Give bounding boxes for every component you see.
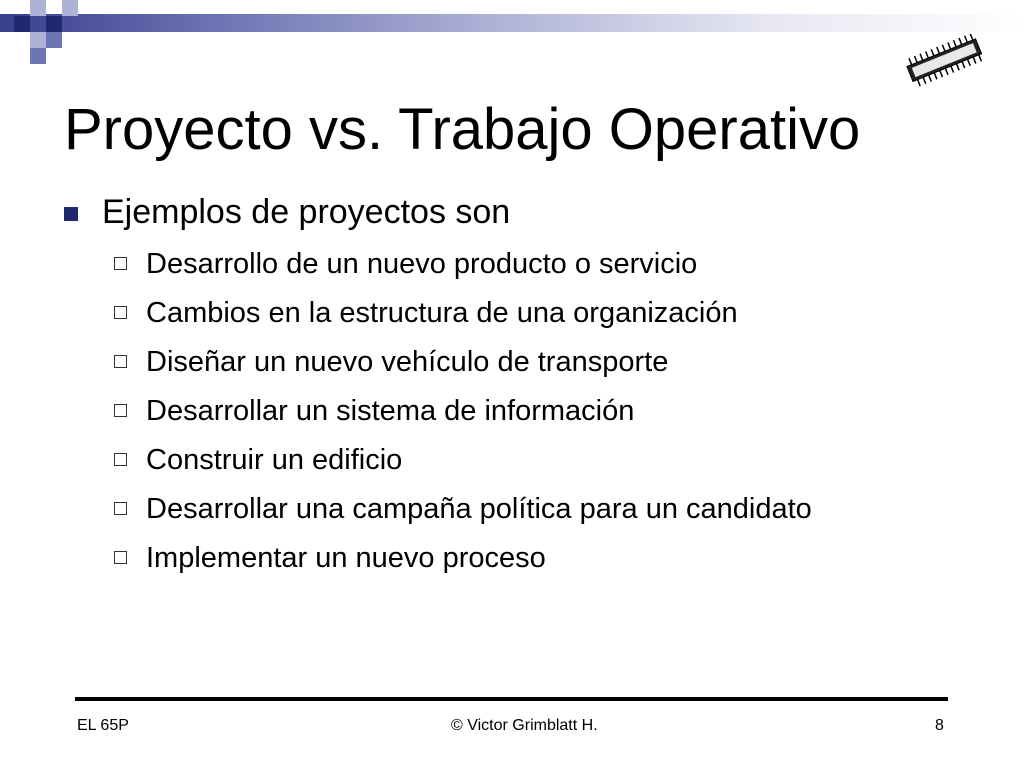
footer-divider — [75, 697, 948, 701]
hollow-square-bullet-icon — [114, 551, 127, 564]
hollow-square-bullet-icon — [114, 306, 127, 319]
footer-copyright: © Victor Grimblatt H. — [451, 717, 598, 734]
hollow-square-bullet-icon — [114, 453, 127, 466]
list-item-text: Cambios en la estructura de una organización — [146, 297, 738, 329]
hollow-square-bullet-icon — [114, 404, 127, 417]
list-item-text: Implementar un nuevo proceso — [146, 542, 546, 574]
bullet-text: Ejemplos de proyectos son — [102, 193, 511, 231]
footer-course-code: EL 65P — [77, 717, 129, 734]
hollow-square-bullet-icon — [114, 502, 127, 515]
list-item-text: Desarrollar un sistema de información — [146, 395, 635, 427]
list-item-text: Desarrollar una campaña política para un candidato — [146, 493, 812, 525]
list-item-text: Diseñar un nuevo vehículo de transporte — [146, 346, 669, 378]
decorative-gradient-band — [0, 14, 1024, 32]
list-item-text: Construir un edificio — [146, 444, 403, 476]
page-number: 8 — [935, 717, 944, 734]
hollow-square-bullet-icon — [114, 257, 127, 270]
slide-title: Proyecto vs. Trabajo Operativo — [64, 97, 861, 162]
microchip-icon — [900, 34, 990, 89]
hollow-square-bullet-icon — [114, 355, 127, 368]
square-bullet-icon — [64, 207, 78, 221]
list-item-text: Desarrollo de un nuevo producto o servicio — [146, 248, 698, 280]
